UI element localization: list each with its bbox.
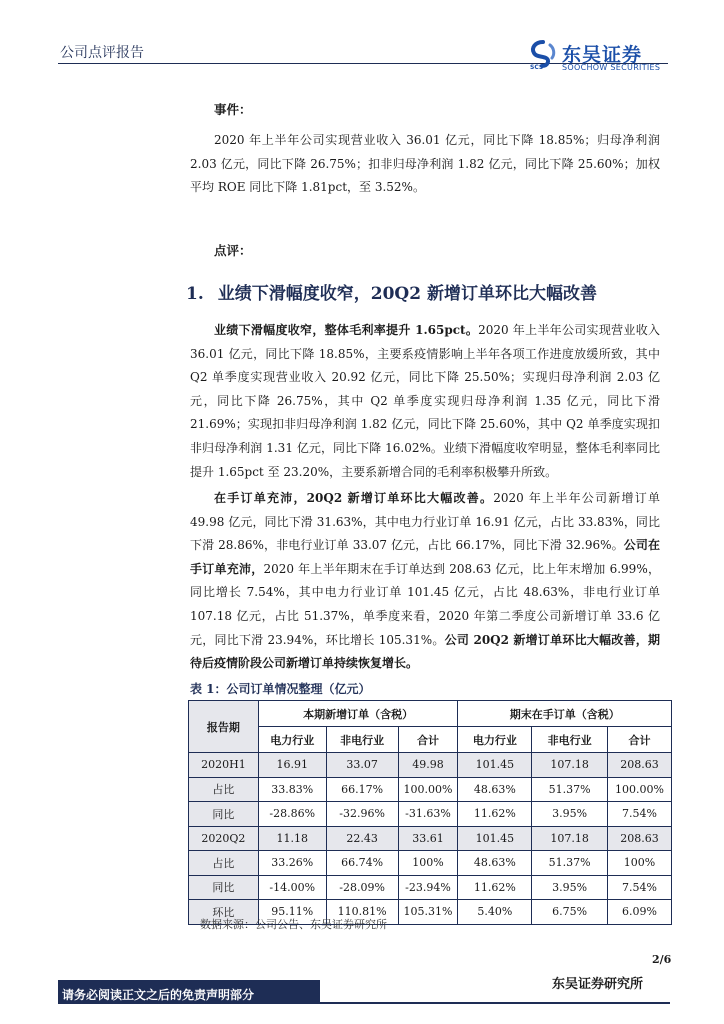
orders-body-2: 2020 年上半年期末在手订单达到 208.63 亿元，比上年末增加 6.99%，同比增长 7.54%，其中电力行业订单 101.45 亿元，占比 48.63%，非电行业订单 107.18 亿元，占比 51.37%，单季度来看，2020 年第二季度公司新增订单 33.6 亿元，同比下滑 23.94%，环比增长 105.31%。 <box>190 561 660 647</box>
performance-body: 2020 年上半年公司实现营业收入 36.01 亿元，同比下降 18.85%，主要系疫情影响上半年各项工作进度放缓所致，其中 Q2 单季度实现营业收入 20.92 亿元，同比下降 25.50%；实现归母净利润 2.03 亿元，同比下降 26.75%，其中 Q2 单季度实现归母净利润 1.35 亿元，同比下滑 21.69%；实现扣非归母净利润 1.82 亿元，同比下降 25.60%，其中 Q2 单季度实现扣非归母净利润 1.31 亿元，同比下降 16.02%。业绩下滑幅度收窄明显，整体毛利率同比提升 1.65pct 至 23.20%，主要系新增合同的毛利率积极攀升所致。 <box>190 323 660 479</box>
table-cell: 22.43 <box>326 826 398 851</box>
review-label: 点评： <box>214 243 252 258</box>
table-subheader: 电力行业 <box>458 727 532 753</box>
table-row-label: 占比 <box>189 851 259 876</box>
orders-lead: 在手订单充沛，20Q2 新增订单环比大幅改善。 <box>214 491 494 505</box>
table-cell: 66.74% <box>326 851 398 876</box>
table-cell: 101.45 <box>458 826 532 851</box>
performance-lead: 业绩下滑幅度收窄，整体毛利率提升 1.65pct。 <box>214 323 479 337</box>
table-cell: 105.31% <box>398 900 458 925</box>
table-row-label: 同比 <box>189 875 259 900</box>
table-cell: 100.00% <box>608 777 672 802</box>
table-row <box>189 875 672 900</box>
footer-institute: 东吴证券研究所 <box>552 977 644 992</box>
table-row-label: 2020Q2 <box>189 826 259 851</box>
table-row-label: 同比 <box>189 802 259 827</box>
footer-divider <box>320 1002 670 1004</box>
table-header-row <box>189 701 672 727</box>
table-cell: 33.61 <box>398 826 458 851</box>
table-cell: 208.63 <box>608 753 672 778</box>
table-group-header-new: 本期新增订单（含税） <box>258 701 458 727</box>
table-subheader: 合计 <box>398 727 458 753</box>
table-cell: 3.95% <box>532 802 608 827</box>
section-title-text: 业绩下滑幅度收窄，20Q2 新增订单环比大幅改善 <box>217 284 597 304</box>
table-cell: 51.37% <box>532 851 608 876</box>
table-cell: 110.81% <box>326 900 398 925</box>
table-cell: -32.96% <box>326 802 398 827</box>
table-cell: 101.45 <box>458 753 532 778</box>
table-subheader: 合计 <box>608 727 672 753</box>
table-cell: 107.18 <box>532 826 608 851</box>
table-subheader-row <box>189 727 672 753</box>
table-cell: 7.54% <box>608 875 672 900</box>
event-paragraph: 2020 年上半年公司实现营业收入 36.01 亿元，同比下降 18.85%；归母净利润 2.03 亿元，同比下降 26.75%；扣非归母净利润 1.82 亿元，同比下降 25.60%；加权平均 ROE 同比下降 1.81pct，至 3.52%。 <box>190 133 660 195</box>
brand-logo <box>528 40 678 76</box>
table-group-header-backlog: 期末在手订单（含税） <box>458 701 672 727</box>
section-heading <box>186 279 597 304</box>
table-row <box>189 753 672 778</box>
orders-paragraph <box>190 487 660 676</box>
table-cell: 16.91 <box>258 753 326 778</box>
table-cell: 100% <box>398 851 458 876</box>
table-row-label: 占比 <box>189 777 259 802</box>
performance-paragraph <box>190 319 660 484</box>
table-cell: 95.11% <box>258 900 326 925</box>
table-cell: 66.17% <box>326 777 398 802</box>
table-cell: 49.98 <box>398 753 458 778</box>
table-cell: 5.40% <box>458 900 532 925</box>
table-row-label: 2020H1 <box>189 753 259 778</box>
table-source-note: 数据来源：公司公告、东吴证券研究所 <box>200 918 387 931</box>
orders-table <box>188 700 672 925</box>
report-type-label: 公司点评报告 <box>60 45 144 61</box>
table-cell: -23.94% <box>398 875 458 900</box>
table-cell: 48.63% <box>458 851 532 876</box>
brand-abbr: SCS <box>530 64 544 71</box>
orders-table-container <box>188 700 672 925</box>
table-subheader: 非电行业 <box>532 727 608 753</box>
table-cell: -14.00% <box>258 875 326 900</box>
table-cell: 208.63 <box>608 826 672 851</box>
table-cell: 11.18 <box>258 826 326 851</box>
table-row <box>189 802 672 827</box>
table-cell: 11.62% <box>458 875 532 900</box>
brand-name-cn: 东吴证券 <box>562 44 643 66</box>
table-cell: 6.75% <box>532 900 608 925</box>
table-row <box>189 777 672 802</box>
table-cell: 107.18 <box>532 753 608 778</box>
table-cell: -31.63% <box>398 802 458 827</box>
table-cell: -28.09% <box>326 875 398 900</box>
table-cell: -28.86% <box>258 802 326 827</box>
table-row <box>189 851 672 876</box>
table-caption: 表 1：公司订单情况整理（亿元） <box>190 682 371 696</box>
page-number: 2/6 <box>652 953 672 966</box>
footer-disclaimer: 请务必阅读正文之后的免责声明部分 <box>62 988 255 1002</box>
table-row <box>189 826 672 851</box>
table-cell: 33.26% <box>258 851 326 876</box>
brand-name-en: SOOCHOW SECURITIES <box>562 63 661 72</box>
table-cell: 48.63% <box>458 777 532 802</box>
table-corner-header: 报告期 <box>189 701 259 753</box>
section-number: 1. <box>186 284 204 304</box>
table-row-label: 环比 <box>189 900 259 925</box>
orders-body-1: 2020 年上半年公司新增订单 49.98 亿元，同比下滑 31.63%，其中电力行业订单 16.91 亿元，占比 33.83%，同比下滑 28.86%，非电行业订单 33.07 亿元，占比 66.17%，同比下滑 32.96%。 <box>190 491 661 553</box>
table-cell: 33.83% <box>258 777 326 802</box>
table-cell: 6.09% <box>608 900 672 925</box>
table-subheader: 电力行业 <box>258 727 326 753</box>
table-cell: 51.37% <box>532 777 608 802</box>
table-cell: 11.62% <box>458 802 532 827</box>
table-cell: 7.54% <box>608 802 672 827</box>
orders-mid-bold: 公司在手订单充沛， <box>190 538 660 576</box>
table-cell: 33.07 <box>326 753 398 778</box>
table-subheader: 非电行业 <box>326 727 398 753</box>
table-cell: 100% <box>608 851 672 876</box>
orders-tail-bold: 公司 20Q2 新增订单环比大幅改善，期待后疫情阶段公司新增订单持续恢复增长。 <box>190 632 660 671</box>
event-label: 事件： <box>214 102 252 117</box>
table-cell: 3.95% <box>532 875 608 900</box>
table-cell: 100.00% <box>398 777 458 802</box>
